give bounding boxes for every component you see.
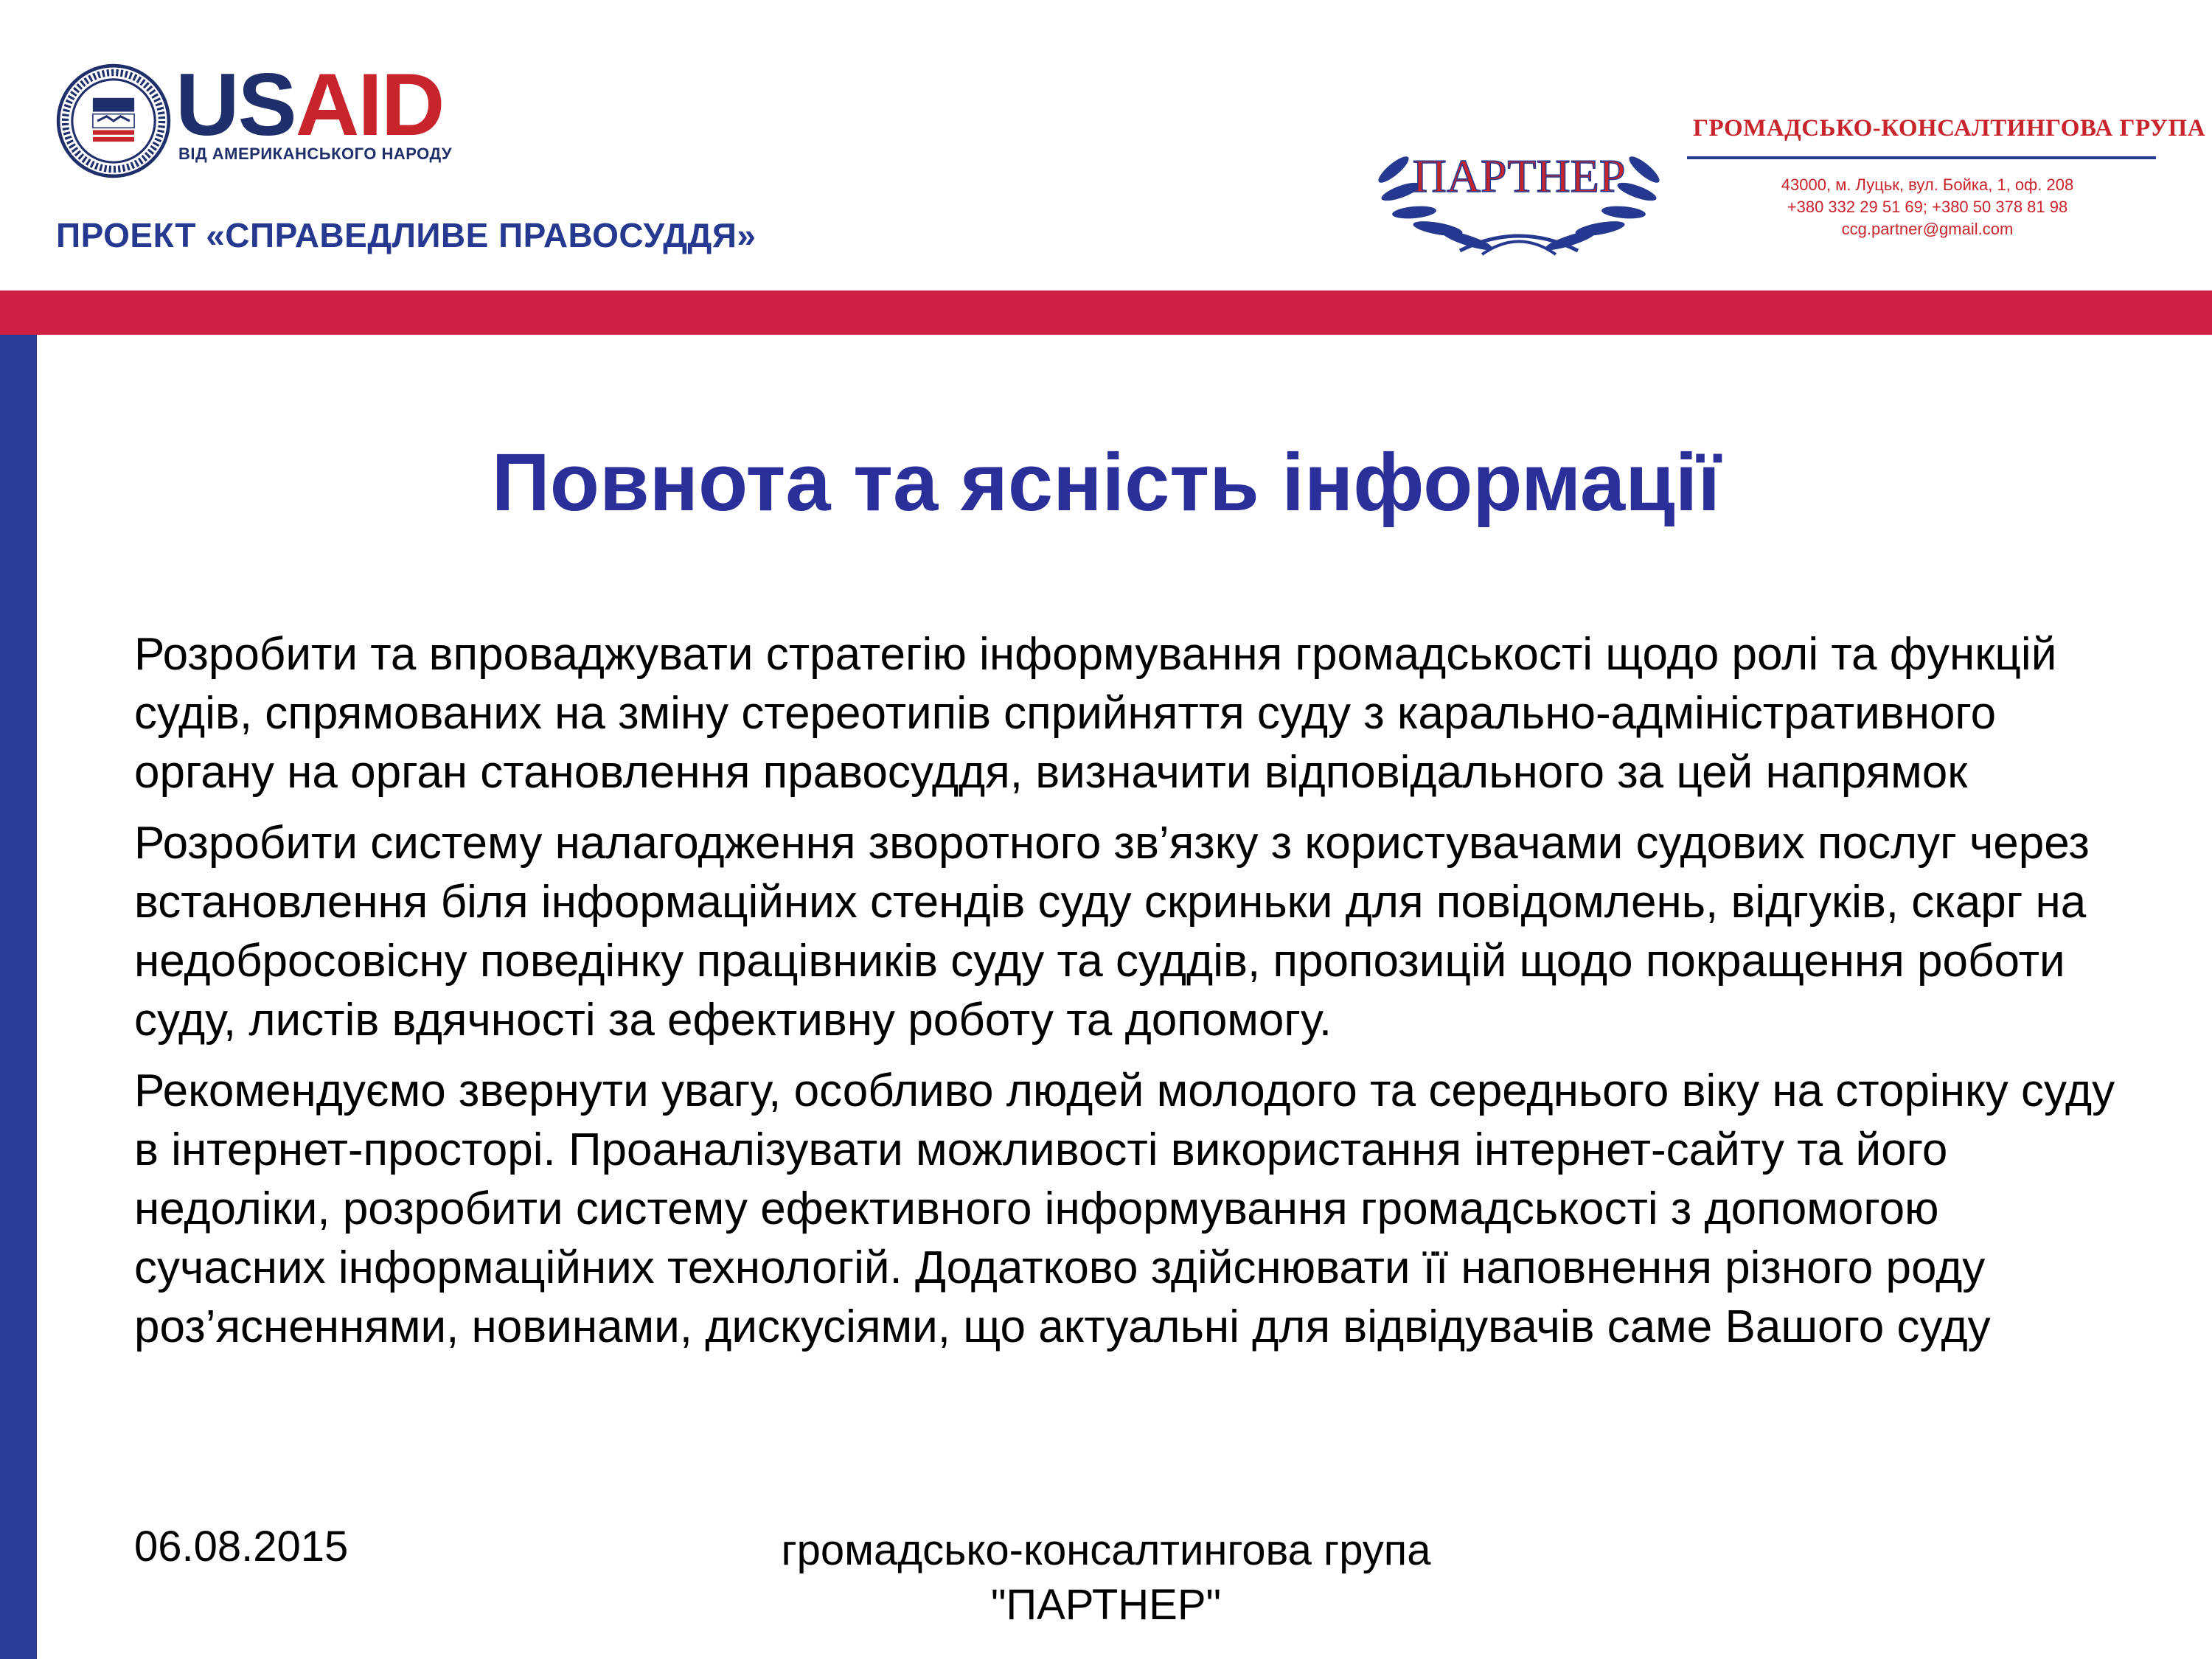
project-title: ПРОЕКТ «СПРАВЕДЛИВЕ ПРАВОСУДДЯ» xyxy=(56,216,757,254)
partner-address: 43000, м. Луцьк, вул. Бойка, 1, оф. 208 xyxy=(1781,175,2074,194)
footer-date: 06.08.2015 xyxy=(134,1523,349,1571)
slide-title: Повнота та ясність інформації xyxy=(491,437,1721,528)
header-red-bar xyxy=(0,291,2212,335)
footer-org xyxy=(737,1523,1475,1632)
partner-divider xyxy=(1687,156,2156,159)
partner-phones: +380 332 29 51 69; +380 50 378 81 98 xyxy=(1787,198,2068,216)
usaid-tagline: ВІД АМЕРИКАНСЬКОГО НАРОДУ xyxy=(178,145,453,163)
slide-body xyxy=(134,625,2140,1368)
usaid-wordmark-aid: AID xyxy=(295,55,444,154)
body-paragraph-1: Розробити та впроваджувати стратегію інформування громадськості щодо ролі та функцій судів, спрямованих на зміну стереотипів сприйняття суду з карально-адміністративного органу на орган становлення правосуддя, визначити відповідального за цей напрямок xyxy=(134,629,2057,798)
body-paragraph-2: Розробити систему налагодження зворотного зв’язку з користувачами судових послуг через встановлення біля інформаційних стендів суду скриньки для повідомлень, відгуків, скарг на недобросовісну поведінку працівників суду та суддів, пропозицій щодо покращення роботи суду, листів вдячності за ефективну роботу та допомогу. xyxy=(134,818,2090,1046)
body-paragraph-3: Рекомендуємо звернути увагу, особливо людей молодого та середнього віку на сторінку суду в інтернет-просторі. Проаналізувати можливості використання інтернет-сайту та його недоліки, розробити систему ефективного інформування громадськості з допомогою сучасних інформаційних технологій. Додатково здійснювати її наповнення різного роду роз’ясненнями, новинами, дискусіями, що актуальні для відвідувачів саме Вашого суду xyxy=(134,1065,2115,1352)
footer-org-line2: "ПАРТНЕР" xyxy=(990,1581,1222,1629)
partner-org-name: ГРОМАДСЬКО-КОНСАЛТИНГОВА ГРУПА xyxy=(1693,115,2206,142)
usaid-seal-icon xyxy=(56,63,171,178)
partner-laurel-logo xyxy=(1371,118,1666,258)
usaid-wordmark xyxy=(175,55,444,154)
left-blue-bar xyxy=(0,335,37,1659)
usaid-wordmark-us: US xyxy=(175,55,296,154)
footer-org-line1: громадсько-консалтингова група xyxy=(781,1526,1431,1574)
partner-logo-text: ПАРТНЕР xyxy=(1412,150,1626,202)
partner-email: ccg.partner@gmail.com xyxy=(1841,220,2014,238)
